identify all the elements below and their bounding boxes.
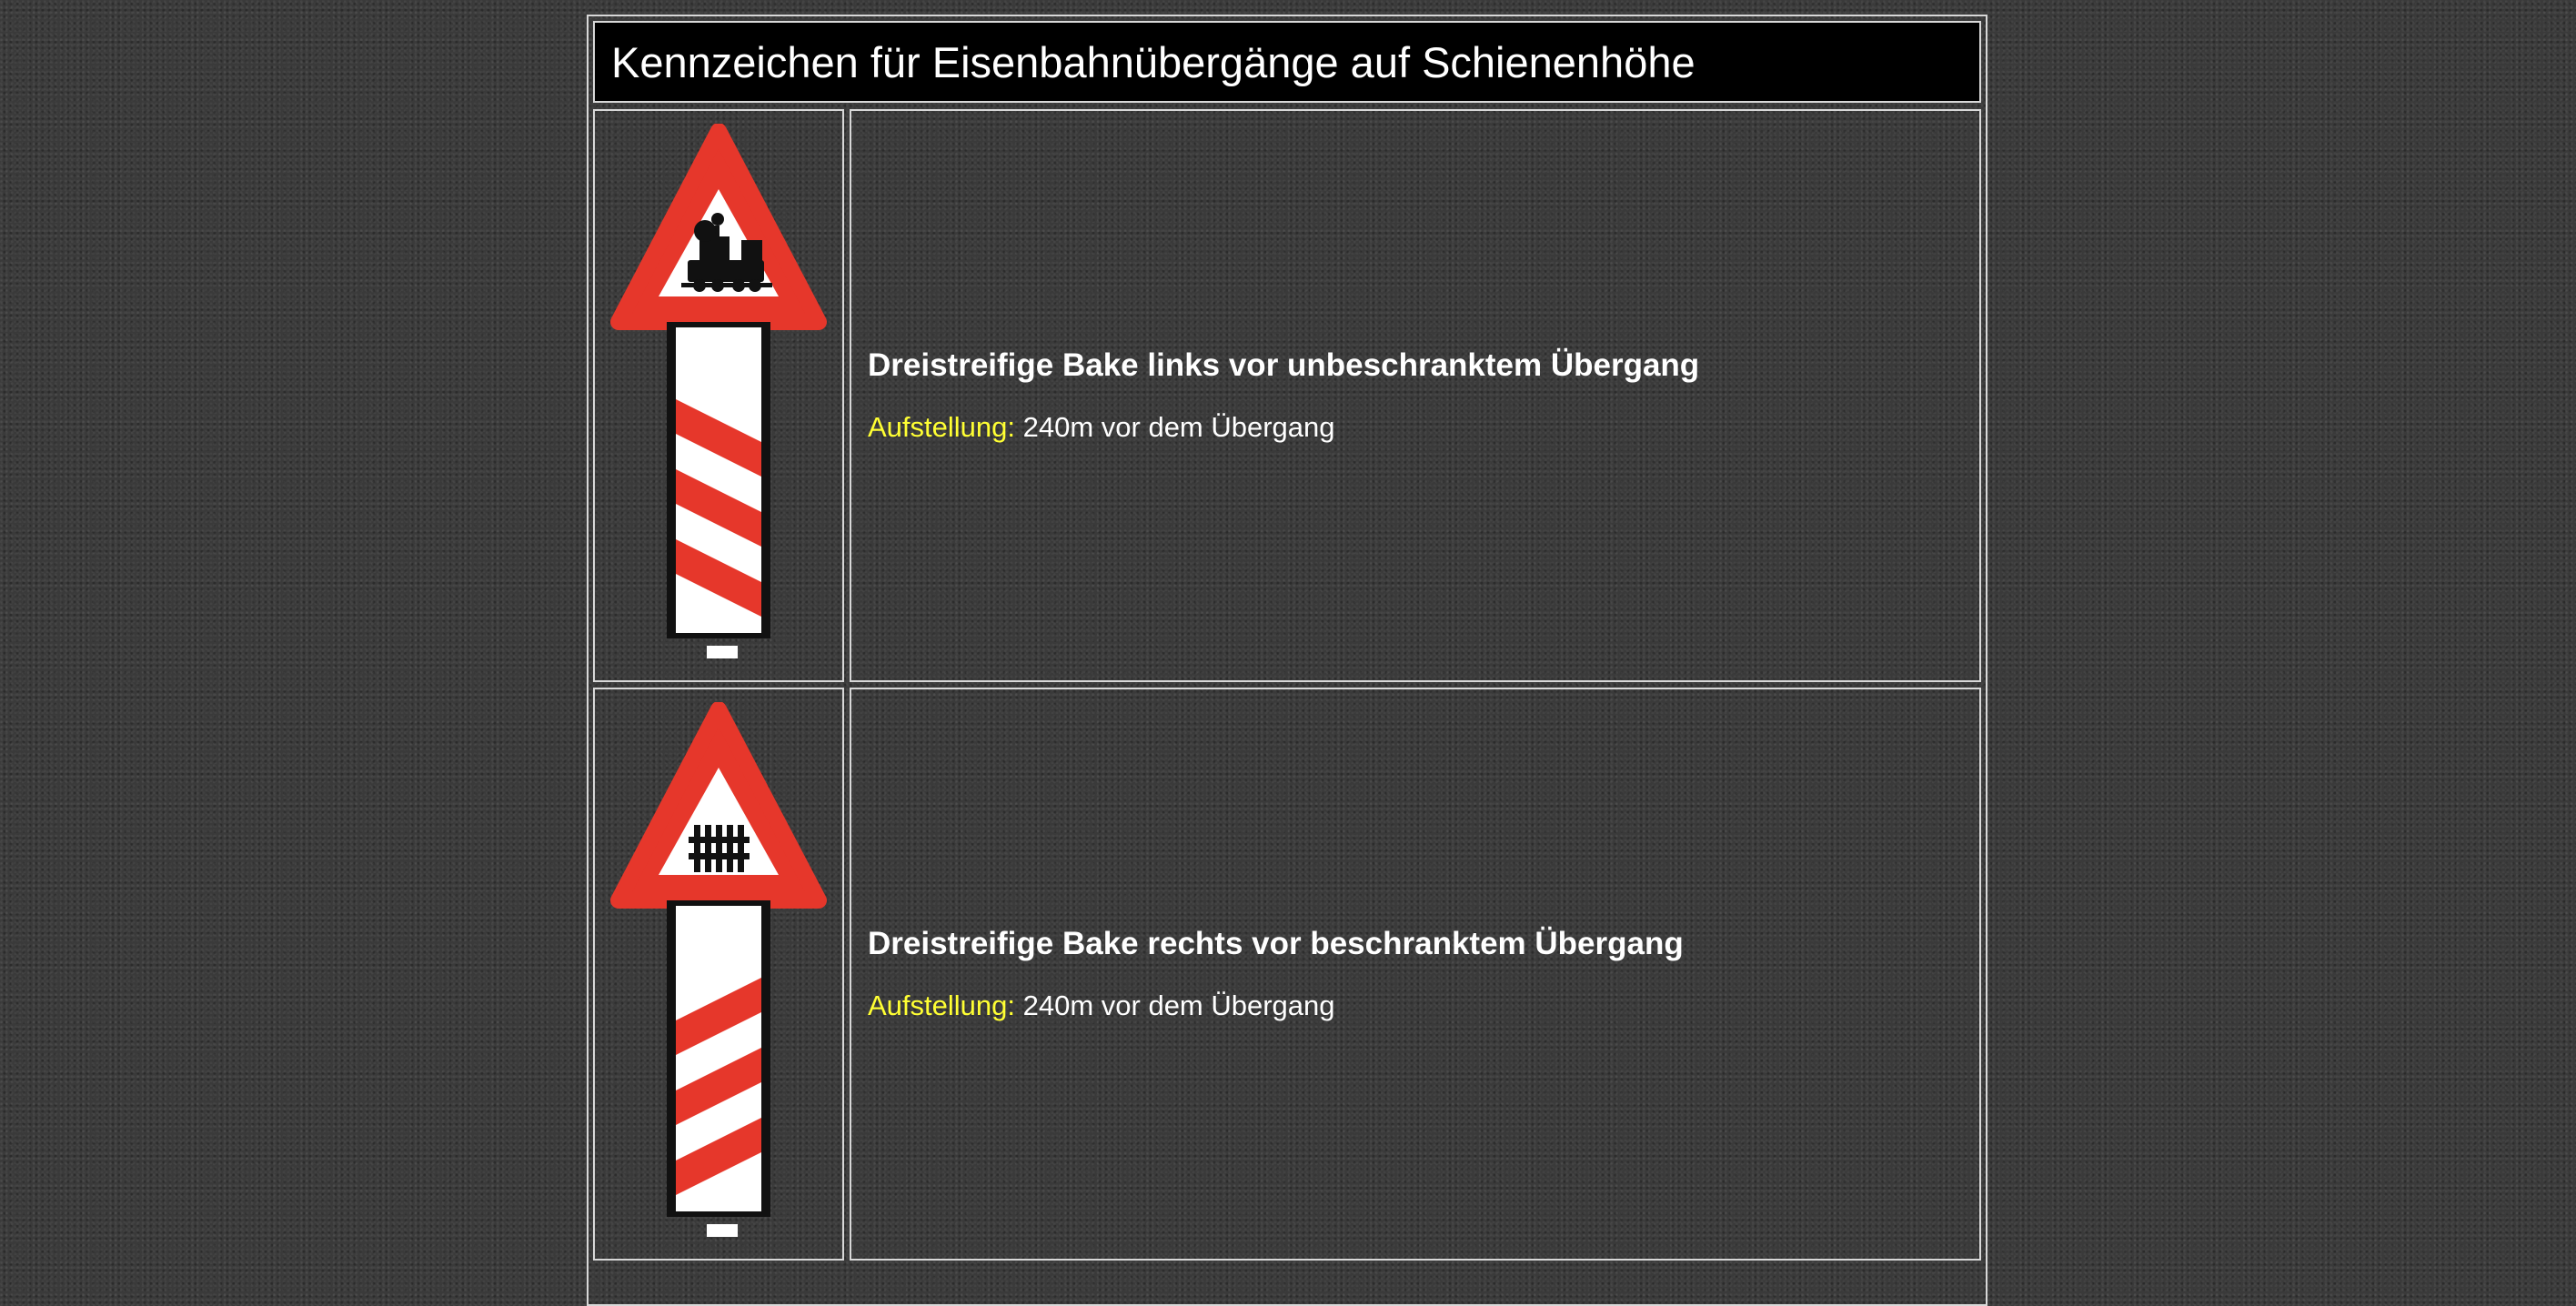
placement-info [868,411,1979,444]
page-title: Kennzeichen für Eisenbahnübergänge auf Schienenhöhe [593,21,1981,103]
barrier-fence-icon [689,825,750,872]
content-table [587,15,1987,1306]
placement-info [868,990,1979,1022]
placement-label: Aufstellung: [868,990,1015,1021]
table-row [593,688,1981,1261]
sign-description-cell [850,109,1981,682]
placement-value: 240m vor dem Übergang [1015,990,1335,1021]
beacon-left-unguarded-crossing-icon [605,124,832,669]
sign-image-cell [593,109,844,682]
beacon-right-guarded-crossing-icon [605,702,832,1248]
sign-image-cell [593,688,844,1261]
sign-title: Dreistreifige Bake rechts vor beschranktem Übergang [868,926,1684,961]
table-row [593,109,1981,682]
placement-label: Aufstellung: [868,411,1015,443]
sign-title: Dreistreifige Bake links vor unbeschranktem Übergang [868,347,1700,383]
sign-description-cell [850,688,1981,1261]
placement-value: 240m vor dem Übergang [1015,411,1335,443]
